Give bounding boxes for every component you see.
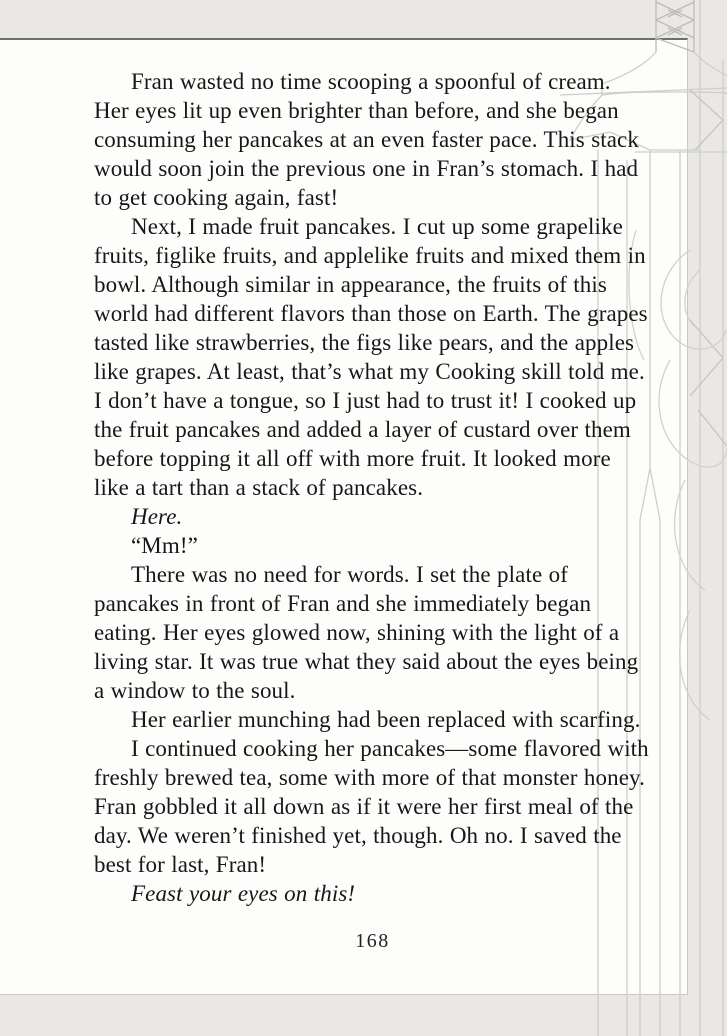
paragraph-3-italic: Here. (131, 504, 183, 529)
page-number: 168 (355, 930, 390, 952)
paragraph-6: Her earlier munching had been replaced with scarfing. (131, 707, 641, 732)
paragraph-5: There was no need for words. I set the plate of pancakes in front of Fran and she immediately began eating. Her eyes glowed now, shining with the light of a living star. It was true what they said about the eyes being a window to the soul. (94, 562, 639, 703)
paragraph-4-dialogue: “Mm!” (131, 533, 198, 558)
paragraph-8-italic: Feast your eyes on this! (131, 881, 356, 906)
paragraph-7: I continued cooking her pancakes—some flavored with freshly brewed tea, some with more of that monster honey. Fran gobbled it all down as if it were her first meal of the day. We weren’t finished yet, though. Oh no. I saved the best for last, Fran! (94, 736, 649, 877)
paragraph-2: Next, I made fruit pancakes. I cut up some grapelike fruits, figlike fruits, and applelike fruits and mixed them in bowl. Although similar in appearance, the fruits of this world had different flavors than those on Earth. The grapes tasted like strawberries, the figs like pears, and the apples like grapes. At least, that’s what my Cooking skill told me. I don’t have a tongue, so I just had to trust it! I cooked up the fruit pancakes and added a layer of custard over them before topping it all off with more fruit. It looked more like a tart than a stack of pancakes. (94, 214, 648, 500)
blade-zigzag (690, 90, 727, 446)
page-text-column (0, 38, 688, 953)
paragraph-1: Fran wasted no time scooping a spoonful of cream. Her eyes lit up even brighter than before, and she began consuming her pancakes at an even faster pace. This stack would soon join the previous one in Fran’s stomach. I had to get cooking again, fast! (94, 69, 639, 210)
